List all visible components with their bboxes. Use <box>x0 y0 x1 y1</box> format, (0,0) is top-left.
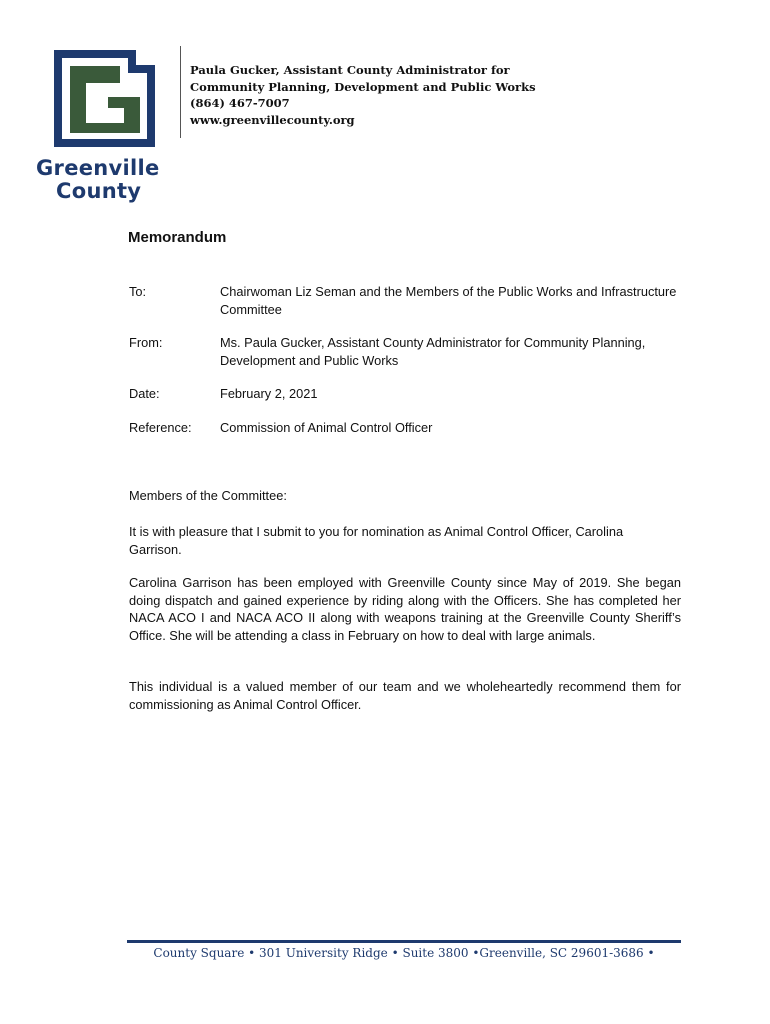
sender-phone: (864) 467-7007 <box>190 96 290 110</box>
logo-text-county: County <box>56 179 142 203</box>
footer-divider <box>127 940 681 943</box>
salutation-text: Members of the Committee: <box>129 488 287 503</box>
header-divider <box>180 46 181 138</box>
memo-title: Memorandum <box>128 229 227 246</box>
logo-wordmark <box>36 157 186 203</box>
salutation <box>129 487 681 505</box>
sender-line-2: Community Planning, Development and Public Works <box>190 79 536 94</box>
paragraph-text: This individual is a valued member of our team and we wholeheartedly recommend them for commissioning as Animal Control Officer. <box>129 679 681 712</box>
paragraph-3 <box>129 678 681 713</box>
sender-line-1: Paula Gucker, Assistant County Administrator for <box>190 63 510 77</box>
paragraph-text: Carolina Garrison has been employed with Greenville County since May of 2019. She began doing dispatch and gained experience by riding along with the Officers. She has completed her NACA ACO I and NACA ACO II along with weapons training at the Greenville County Sheriff’s Office. She will be attending a class in February on how to deal with large animals. <box>129 575 681 643</box>
field-label: Date: <box>129 386 160 401</box>
footer-address: County Square • 301 University Ridge • Suite 3800 •Greenville, SC 29601-3686 • <box>153 946 655 960</box>
paragraph-text: It is with pleasure that I submit to you for nomination as Animal Control Officer, Carolina Garrison. <box>129 524 624 557</box>
field-label: To: <box>129 284 147 299</box>
field-label: From: <box>129 335 163 350</box>
logo-text-greenville: Greenville <box>36 156 160 180</box>
paragraph-2 <box>129 574 681 644</box>
field-value: Chairwoman Liz Seman and the Members of the Public Works and Infrastructure Committee <box>220 284 677 317</box>
gc-logo-mark-icon <box>36 45 186 157</box>
paragraph-1 <box>129 523 681 558</box>
field-label: Reference: <box>129 420 192 435</box>
sender-block <box>190 62 536 128</box>
field-value: February 2, 2021 <box>220 386 318 401</box>
field-value: Commission of Animal Control Officer <box>220 420 433 435</box>
field-value: Ms. Paula Gucker, Assistant County Administrator for Community Planning, Development and Public Works <box>220 335 646 368</box>
sender-website: www.greenvillecounty.org <box>190 112 355 127</box>
